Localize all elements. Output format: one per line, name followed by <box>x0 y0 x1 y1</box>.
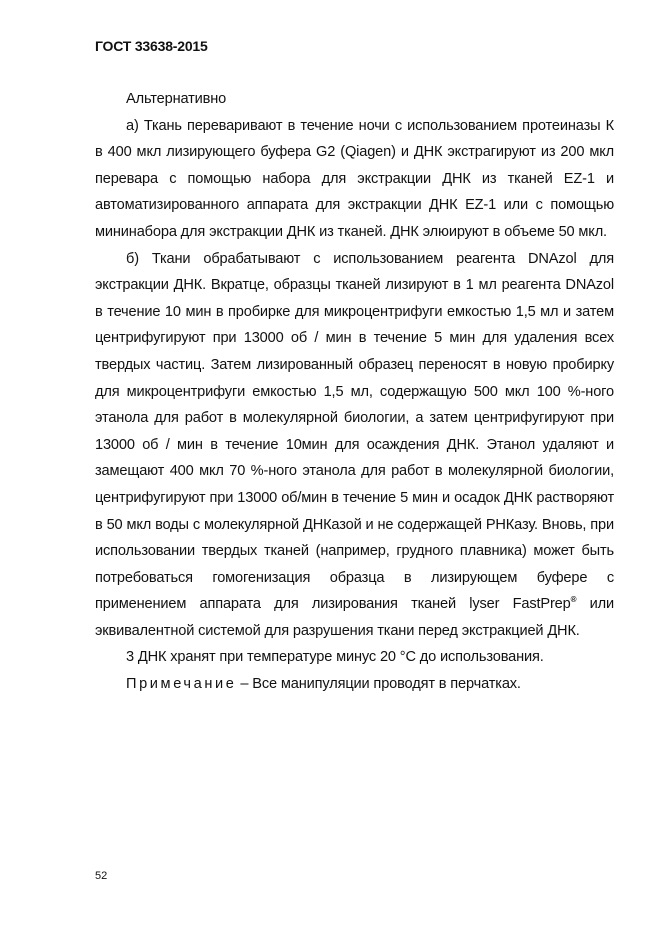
paragraph-b <box>95 246 614 645</box>
note-text: – Все манипуляции проводят в перчатках. <box>236 676 521 693</box>
paragraph-b-tail: или эквивалентной системой для разрушения ткани перед экстракцией ДНК. <box>95 596 614 639</box>
paragraph-alternative: Альтернативно <box>126 91 227 107</box>
registered-mark: ® <box>570 595 577 605</box>
document-body <box>95 86 614 698</box>
paragraph-b-main: б) Ткани обрабатывают с использованием реагента DNAzol для экстракции ДНК. Вкратце, образцы тканей лизируют в 1 мл реагента DNAzol в течение 10 мин в пробирке для микроцентрифуги емкостью 1,5 мл и затем центрифугируют при 13000 об / мин в течение 5 мин для удаления всех твердых частиц. Затем лизированный образец переносят в новую пробирку для микроцентрифуги емкостью 1,5 мл, содержащую 500 мкл 100 %-ного этанола для работ в молекулярной биологии, а затем центрифугируют при 13000 об / мин в течение 10мин для осаждения ДНК. Этанол удаляют и замещают 400 мкл 70 %-ного этанола для работ в молекулярной биологии, центрифугируют при 13000 об/мин в течение 5 мин и осадок ДНК растворяют в 50 мкл воды с молекулярной ДНКазой и не содержащей РНКазу. Вновь, при использовании твердых тканей (например, грудного плавника) может быть потребоваться гомогенизация образца в лизирующем буфере с применением аппарата для лизирования тканей lyser FastPrep <box>95 250 614 613</box>
document-header: ГОСТ 33638-2015 <box>95 38 208 54</box>
paragraph-a: а) Ткань переваривают в течение ночи с использованием протеиназы К в 400 мкл лизирующего буфера G2 (Qiagen) и ДНК экстрагируют из 200 мкл перевара с помощью набора для экстракции ДНК из тканей EZ-1 и автоматизированного аппарата для экстракции ДНК EZ-1 или с помощью мининабора для экстракции ДНК из тканей. ДНК элюируют в объеме 50 мкл. <box>95 117 614 240</box>
page-number: 52 <box>95 870 108 882</box>
paragraph-step-3: 3 ДНК хранят при температуре минус 20 °С до использования. <box>126 649 544 666</box>
note-paragraph <box>95 671 614 698</box>
note-label: Примечание <box>126 676 237 693</box>
